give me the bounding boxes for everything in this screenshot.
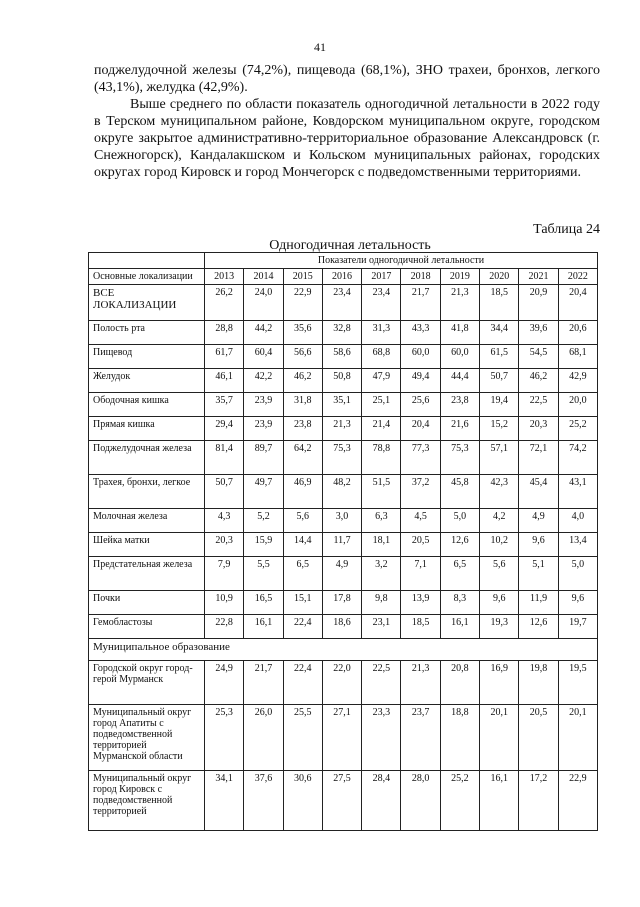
row-label: Гемобластозы (89, 615, 205, 639)
value-cell: 9,6 (519, 533, 558, 557)
table-row (89, 771, 598, 831)
value-cell: 23,7 (401, 705, 440, 771)
value-cell: 34,1 (205, 771, 244, 831)
value-cell: 32,8 (322, 321, 361, 345)
value-cell: 16,9 (480, 661, 519, 705)
value-cell: 89,7 (244, 441, 283, 475)
value-cell: 68,8 (362, 345, 401, 369)
value-cell: 75,3 (440, 441, 479, 475)
value-cell: 13,4 (558, 533, 597, 557)
value-cell: 4,9 (322, 557, 361, 591)
value-cell: 4,3 (205, 509, 244, 533)
value-cell: 81,4 (205, 441, 244, 475)
value-cell: 10,2 (480, 533, 519, 557)
value-cell: 9,6 (558, 591, 597, 615)
lethality-table (88, 252, 598, 831)
row-label: Поджелудочная железа (89, 441, 205, 475)
value-cell: 20,3 (519, 417, 558, 441)
value-cell: 60,0 (440, 345, 479, 369)
value-cell: 20,1 (480, 705, 519, 771)
value-cell: 5,2 (244, 509, 283, 533)
value-cell: 50,7 (480, 369, 519, 393)
value-cell: 25,3 (205, 705, 244, 771)
value-cell: 21,3 (440, 285, 479, 321)
value-cell: 5,5 (244, 557, 283, 591)
value-cell: 46,2 (519, 369, 558, 393)
table-row (89, 615, 598, 639)
value-cell: 74,2 (558, 441, 597, 475)
table-row (89, 369, 598, 393)
value-cell: 18,5 (480, 285, 519, 321)
value-cell: 22,9 (283, 285, 322, 321)
row-label: Прямая кишка (89, 417, 205, 441)
value-cell: 25,6 (401, 393, 440, 417)
value-cell: 12,6 (440, 533, 479, 557)
value-cell: 28,0 (401, 771, 440, 831)
value-cell: 5,0 (440, 509, 479, 533)
table-row (89, 417, 598, 441)
value-cell: 27,5 (322, 771, 361, 831)
value-cell: 50,7 (205, 475, 244, 509)
value-cell: 23,9 (244, 393, 283, 417)
value-cell: 42,2 (244, 369, 283, 393)
value-cell: 27,1 (322, 705, 361, 771)
table-row (89, 475, 598, 509)
value-cell: 23,4 (362, 285, 401, 321)
value-cell: 45,8 (440, 475, 479, 509)
value-cell: 3,0 (322, 509, 361, 533)
value-cell: 21,7 (244, 661, 283, 705)
row-label: ВСЕ ЛОКАЛИЗАЦИИ (89, 285, 205, 321)
value-cell: 46,1 (205, 369, 244, 393)
value-cell: 28,4 (362, 771, 401, 831)
table-label: Таблица 24 (533, 222, 600, 237)
value-cell: 21,3 (322, 417, 361, 441)
row-label: Молочная железа (89, 509, 205, 533)
value-cell: 20,9 (519, 285, 558, 321)
value-cell: 23,1 (362, 615, 401, 639)
value-cell: 6,5 (440, 557, 479, 591)
value-cell: 16,1 (480, 771, 519, 831)
value-cell: 77,3 (401, 441, 440, 475)
first-col-header: Основные локализации (89, 269, 205, 285)
year-header: 2017 (362, 269, 401, 285)
value-cell: 11,7 (322, 533, 361, 557)
value-cell: 5,6 (283, 509, 322, 533)
value-cell: 49,4 (401, 369, 440, 393)
table-row (89, 705, 598, 771)
value-cell: 41,8 (440, 321, 479, 345)
year-header: 2018 (401, 269, 440, 285)
value-cell: 44,2 (244, 321, 283, 345)
row-label: Предстательная железа (89, 557, 205, 591)
row-label: Муниципальный округ город Кировск с подведомственной территорией (89, 771, 205, 831)
value-cell: 22,0 (322, 661, 361, 705)
value-cell: 45,4 (519, 475, 558, 509)
value-cell: 5,1 (519, 557, 558, 591)
paragraph-1: поджелудочной железы (74,2%), пищевода (68,1%), ЗНО трахеи, бронхов, легкого (43,1%), желудка (42,9%). (94, 63, 600, 95)
value-cell: 18,1 (362, 533, 401, 557)
value-cell: 5,6 (480, 557, 519, 591)
year-header: 2022 (558, 269, 597, 285)
value-cell: 22,8 (205, 615, 244, 639)
value-cell: 78,8 (362, 441, 401, 475)
row-label: Пищевод (89, 345, 205, 369)
value-cell: 5,0 (558, 557, 597, 591)
value-cell: 7,1 (401, 557, 440, 591)
value-cell: 26,0 (244, 705, 283, 771)
value-cell: 25,2 (440, 771, 479, 831)
value-cell: 20,3 (205, 533, 244, 557)
value-cell: 4,5 (401, 509, 440, 533)
value-cell: 43,3 (401, 321, 440, 345)
table-row (89, 345, 598, 369)
value-cell: 46,2 (283, 369, 322, 393)
value-cell: 35,6 (283, 321, 322, 345)
value-cell: 6,3 (362, 509, 401, 533)
value-cell: 58,6 (322, 345, 361, 369)
value-cell: 19,5 (558, 661, 597, 705)
value-cell: 23,8 (440, 393, 479, 417)
value-cell: 49,7 (244, 475, 283, 509)
value-cell: 34,4 (480, 321, 519, 345)
paragraph-2: Выше среднего по области показатель одногодичной летальности в 2022 году в Терском муниципальном районе, Ковдорском муниципальном округе, городском округе закрытое административно-территориальное образование Александровск (г. Снежногорск), Кандалакшском и Кольском муниципальных районах, городских округах город Кировск и город Мончегорск с подведомственными территориями. (94, 97, 600, 180)
value-cell: 23,4 (322, 285, 361, 321)
value-cell: 61,7 (205, 345, 244, 369)
value-cell: 42,3 (480, 475, 519, 509)
table-row (89, 285, 598, 321)
table-row (89, 509, 598, 533)
row-label: Почки (89, 591, 205, 615)
value-cell: 25,2 (558, 417, 597, 441)
value-cell: 18,8 (440, 705, 479, 771)
value-cell: 44,4 (440, 369, 479, 393)
value-cell: 4,2 (480, 509, 519, 533)
body-text (94, 62, 600, 181)
value-cell: 31,8 (283, 393, 322, 417)
year-header: 2015 (283, 269, 322, 285)
section-header-row (89, 639, 598, 661)
value-cell: 24,9 (205, 661, 244, 705)
year-header: 2020 (480, 269, 519, 285)
value-cell: 35,7 (205, 393, 244, 417)
year-header: 2013 (205, 269, 244, 285)
value-cell: 47,9 (362, 369, 401, 393)
value-cell: 24,0 (244, 285, 283, 321)
value-cell: 19,7 (558, 615, 597, 639)
group-header: Показатели одногодичной летальности (205, 253, 598, 269)
value-cell: 22,4 (283, 615, 322, 639)
value-cell: 22,4 (283, 661, 322, 705)
value-cell: 39,6 (519, 321, 558, 345)
value-cell: 20,1 (558, 705, 597, 771)
value-cell: 46,9 (283, 475, 322, 509)
value-cell: 42,9 (558, 369, 597, 393)
table-row (89, 441, 598, 475)
year-header: 2016 (322, 269, 361, 285)
value-cell: 23,8 (283, 417, 322, 441)
value-cell: 50,8 (322, 369, 361, 393)
value-cell: 7,9 (205, 557, 244, 591)
value-cell: 20,5 (401, 533, 440, 557)
value-cell: 15,9 (244, 533, 283, 557)
value-cell: 64,2 (283, 441, 322, 475)
value-cell: 14,4 (283, 533, 322, 557)
value-cell: 19,4 (480, 393, 519, 417)
value-cell: 22,5 (519, 393, 558, 417)
value-cell: 10,9 (205, 591, 244, 615)
row-label: Шейка матки (89, 533, 205, 557)
row-label: Ободочная кишка (89, 393, 205, 417)
value-cell: 20,4 (558, 285, 597, 321)
value-cell: 19,8 (519, 661, 558, 705)
year-header-row (89, 269, 598, 285)
year-header: 2019 (440, 269, 479, 285)
value-cell: 23,3 (362, 705, 401, 771)
value-cell: 21,6 (440, 417, 479, 441)
value-cell: 61,5 (480, 345, 519, 369)
value-cell: 16,5 (244, 591, 283, 615)
value-cell: 56,6 (283, 345, 322, 369)
value-cell: 68,1 (558, 345, 597, 369)
value-cell: 16,1 (440, 615, 479, 639)
table-row (89, 557, 598, 591)
row-label: Городской округ город-герой Мурманск (89, 661, 205, 705)
value-cell: 4,0 (558, 509, 597, 533)
value-cell: 26,2 (205, 285, 244, 321)
value-cell: 25,1 (362, 393, 401, 417)
value-cell: 9,8 (362, 591, 401, 615)
value-cell: 22,5 (362, 661, 401, 705)
value-cell: 19,3 (480, 615, 519, 639)
value-cell: 17,8 (322, 591, 361, 615)
value-cell: 21,4 (362, 417, 401, 441)
value-cell: 18,6 (322, 615, 361, 639)
value-cell: 15,2 (480, 417, 519, 441)
row-label: Муниципальный округ город Апатиты с подведомственной территорией Мурманской области (89, 705, 205, 771)
value-cell: 60,0 (401, 345, 440, 369)
value-cell: 37,2 (401, 475, 440, 509)
table-row (89, 533, 598, 557)
value-cell: 3,2 (362, 557, 401, 591)
value-cell: 25,5 (283, 705, 322, 771)
value-cell: 11,9 (519, 591, 558, 615)
year-header: 2014 (244, 269, 283, 285)
value-cell: 9,6 (480, 591, 519, 615)
table-row (89, 661, 598, 705)
row-label: Полость рта (89, 321, 205, 345)
value-cell: 75,3 (322, 441, 361, 475)
value-cell: 35,1 (322, 393, 361, 417)
value-cell: 16,1 (244, 615, 283, 639)
value-cell: 18,5 (401, 615, 440, 639)
value-cell: 37,6 (244, 771, 283, 831)
table-row (89, 321, 598, 345)
value-cell: 72,1 (519, 441, 558, 475)
value-cell: 54,5 (519, 345, 558, 369)
value-cell: 20,0 (558, 393, 597, 417)
value-cell: 20,4 (401, 417, 440, 441)
value-cell: 30,6 (283, 771, 322, 831)
value-cell: 4,9 (519, 509, 558, 533)
value-cell: 22,9 (558, 771, 597, 831)
row-label: Трахея, бронхи, легкое (89, 475, 205, 509)
value-cell: 17,2 (519, 771, 558, 831)
value-cell: 60,4 (244, 345, 283, 369)
value-cell: 12,6 (519, 615, 558, 639)
value-cell: 15,1 (283, 591, 322, 615)
page-number: 41 (314, 40, 326, 54)
value-cell: 21,3 (401, 661, 440, 705)
value-cell: 20,6 (558, 321, 597, 345)
value-cell: 28,8 (205, 321, 244, 345)
section-header: Муниципальное образование (89, 639, 598, 661)
table-row (89, 393, 598, 417)
value-cell: 6,5 (283, 557, 322, 591)
value-cell: 20,8 (440, 661, 479, 705)
row-label: Желудок (89, 369, 205, 393)
year-header: 2021 (519, 269, 558, 285)
value-cell: 21,7 (401, 285, 440, 321)
value-cell: 29,4 (205, 417, 244, 441)
table-title: Одногодичная летальность (269, 238, 431, 253)
value-cell: 48,2 (322, 475, 361, 509)
table-row (89, 591, 598, 615)
value-cell: 20,5 (519, 705, 558, 771)
value-cell: 23,9 (244, 417, 283, 441)
value-cell: 43,1 (558, 475, 597, 509)
value-cell: 13,9 (401, 591, 440, 615)
value-cell: 8,3 (440, 591, 479, 615)
value-cell: 31,3 (362, 321, 401, 345)
value-cell: 57,1 (480, 441, 519, 475)
group-header-row (89, 253, 598, 269)
value-cell: 51,5 (362, 475, 401, 509)
empty-corner-cell (89, 253, 205, 269)
